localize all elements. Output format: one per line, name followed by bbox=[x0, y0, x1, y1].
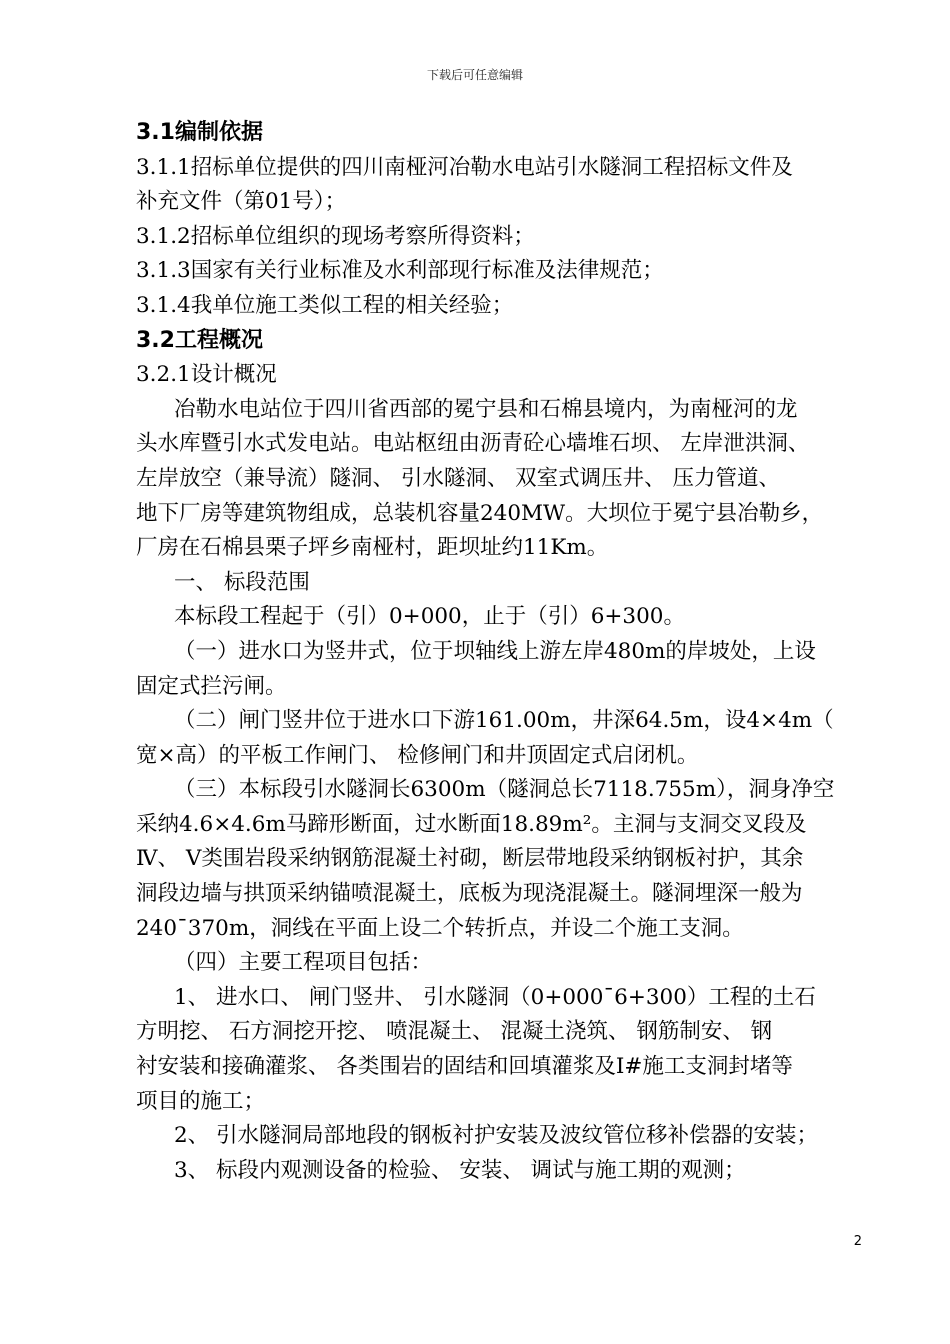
text-line: 3.1.3国家有关行业标准及水利部现行标准及法律规范； bbox=[136, 258, 664, 284]
text-line: 固定式拦污闸。 bbox=[136, 673, 287, 699]
text-line: （三）本标段引水隧洞长6300m（隧洞总长7118.755m），洞身净空 bbox=[174, 777, 835, 803]
text-line: 补充文件（第01号）； bbox=[136, 189, 347, 215]
text-line: 地下厂房等建筑物组成，总装机容量240MW。大坝位于冕宁县冶勒乡， bbox=[136, 500, 824, 526]
text-line: Ⅳ、 Ⅴ类围岩段采纳钢筋混凝土衬砌，断层带地段采纳钢板衬护，其余 bbox=[136, 846, 804, 872]
text-line: 3.2.1设计概况 bbox=[136, 362, 277, 388]
text-line: 厂房在石棉县栗子坪乡南桠村，距坝址约11Km。 bbox=[136, 535, 609, 561]
text-line: 头水库暨引水式发电站。电站枢纽由沥青砼心墙堆石坝、 左岸泄洪洞、 bbox=[136, 431, 810, 457]
text-line: 衬安装和接确灌浆、 各类围岩的固结和回填灌浆及Ⅰ#施工支洞封堵等 bbox=[136, 1054, 793, 1080]
section-heading: 3.2工程概况 bbox=[136, 327, 263, 353]
section-heading: 3.1编制依据 bbox=[136, 120, 263, 145]
text-line: 3.1.2招标单位组织的现场考察所得资料； bbox=[136, 223, 535, 249]
text-line: 方明挖、 石方洞挖开挖、 喷混凝土、 混凝土浇筑、 钢筋制安、 钢 bbox=[136, 1019, 773, 1045]
text-line: 3、 标段内观测设备的检验、 安装、 调试与施工期的观测； bbox=[174, 1157, 746, 1183]
text-line: 3.1.1招标单位提供的四川南桠河冶勒水电站引水隧洞工程招标文件及 bbox=[136, 154, 793, 180]
text-line: 左岸放空（兼导流）隧洞、 引水隧洞、 双室式调压井、 压力管道、 bbox=[136, 465, 781, 491]
text-line: 2、 引水隧洞局部地段的钢板衬护安装及波纹管位移补偿器的安装； bbox=[174, 1123, 819, 1149]
document-body bbox=[136, 116, 866, 1188]
text-line: 洞段边墙与拱顶采纳锚喷混凝土，底板为现浇混凝土。隧洞埋深一般为 bbox=[136, 881, 803, 907]
page-number: 2 bbox=[853, 1234, 862, 1249]
text-line: 项目的施工； bbox=[136, 1088, 266, 1114]
header-note: 下载后可任意编辑 bbox=[426, 68, 523, 82]
text-line: （四）主要工程项目包括： bbox=[174, 950, 433, 976]
text-line: 冶勒水电站位于四川省西部的冕宁县和石棉县境内，为南桠河的龙 bbox=[174, 396, 798, 422]
text-line: 240¯370m，洞线在平面上设二个转折点，并设二个施工支洞。 bbox=[136, 915, 744, 941]
text-line: 采纳4.6×4.6m马蹄形断面，过水断面18.89m²。主洞与支洞交叉段及 bbox=[136, 811, 807, 837]
text-line: 一、 标段范围 bbox=[174, 569, 310, 595]
text-line: 本标段工程起于（引）0+000，止于（引）6+300。 bbox=[174, 604, 685, 630]
text-line: （一）进水口为竖井式，位于坝轴线上游左岸480m的岸坡处，上设 bbox=[174, 638, 816, 664]
text-line: （二）闸门竖井位于进水口下游161.00m，井深64.5m，设4×4m（ bbox=[174, 708, 834, 734]
text-line: 1、 进水口、 闸门竖井、 引水隧洞（0+000¯6+300）工程的土石 bbox=[174, 984, 816, 1010]
text-line: 宽×高）的平板工作闸门、 检修闸门和井顶固定式启闭机。 bbox=[136, 742, 699, 768]
text-line: 3.1.4我单位施工类似工程的相关经验； bbox=[136, 292, 514, 318]
